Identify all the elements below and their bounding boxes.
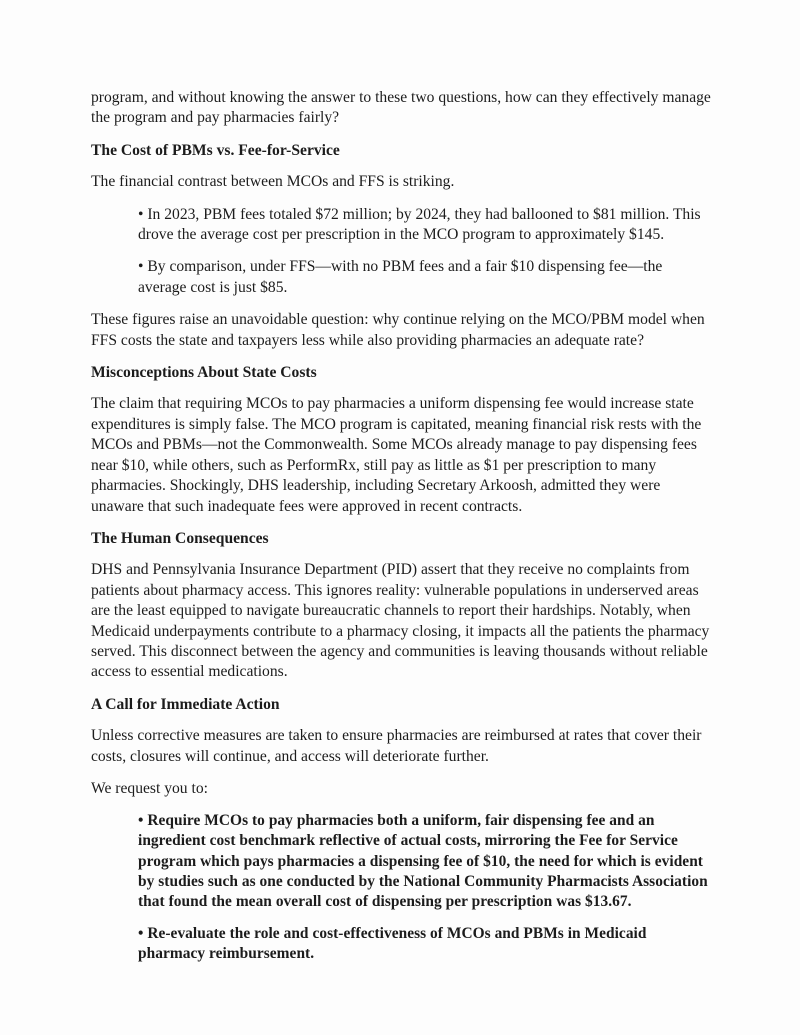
section-heading-action: A Call for Immediate Action: [91, 695, 280, 713]
cost-bullet-2023: • In 2023, PBM fees totaled $72 million; by 2024, they had ballooned to $81 million. This drove the average cost per prescription in the MCO program to approximately $145.: [138, 205, 701, 244]
request-bullet-dispensing-fee: • Require MCOs to pay pharmacies both a uniform, fair dispensing fee and an ingredient cost benchmark reflective of actual costs, mirroring the Fee for Service program which pays pharmacies a dispensing fee of $10, the need for which is evident by studies such as one conducted by the National Community Pharmacists Association that found the mean overall cost of dispensing per prescription was $13.67.: [138, 812, 708, 910]
request-bullet-reevaluate: • Re-evaluate the role and cost-effectiveness of MCOs and PBMs in Medicaid pharmacy reimbursement.: [138, 924, 647, 962]
action-paragraph: Unless corrective measures are taken to ensure pharmacies are reimbursed at rates that cover their costs, closures will continue, and access will deteriorate further.: [91, 727, 702, 765]
section-heading-cost: The Cost of PBMs vs. Fee-for-Service: [91, 141, 340, 159]
request-intro: We request you to:: [91, 779, 208, 797]
document-body: [91, 88, 713, 976]
misconceptions-paragraph: The claim that requiring MCOs to pay pharmacies a uniform dispensing fee would increase state expenditures is simply false. The MCO program is capitated, meaning financial risk rests with the MCOs and PBMs—not the Commonwealth. Some MCOs already manage to pay dispensing fees near $10, while others, such as PerformRx, still pay as little as $1 per prescription to many pharmacies. Shockingly, DHS leadership, including Secretary Arkoosh, admitted they were unaware that such inadequate fees were approved in recent contracts.: [91, 395, 702, 515]
intro-paragraph: program, and without knowing the answer to these two questions, how can they effectively manage the program and pay pharmacies fairly?: [91, 89, 711, 127]
cost-bullet-ffs: • By comparison, under FFS—with no PBM fees and a fair $10 dispensing fee—the average cost is just $85.: [138, 258, 663, 296]
section-heading-misconceptions: Misconceptions About State Costs: [91, 364, 317, 382]
cost-conclusion-paragraph: These figures raise an unavoidable question: why continue relying on the MCO/PBM model when FFS costs the state and taxpayers less while also providing pharmacies an adequate rate?: [91, 311, 705, 349]
human-consequences-paragraph: DHS and Pennsylvania Insurance Department (PID) assert that they receive no complaints from patients about pharmacy access. This ignores reality: vulnerable populations in underserved areas are the least equipped to navigate bureaucratic channels to report their hardships. Notably, when Medicaid underpayments contribute to a pharmacy closing, it impacts all the patients the pharmacy served. This disconnect between the agency and communities is leaving thousands without reliable access to essential medications.: [91, 561, 710, 681]
cost-intro-paragraph: The financial contrast between MCOs and FFS is striking.: [91, 173, 455, 191]
section-heading-human: The Human Consequences: [91, 529, 269, 547]
